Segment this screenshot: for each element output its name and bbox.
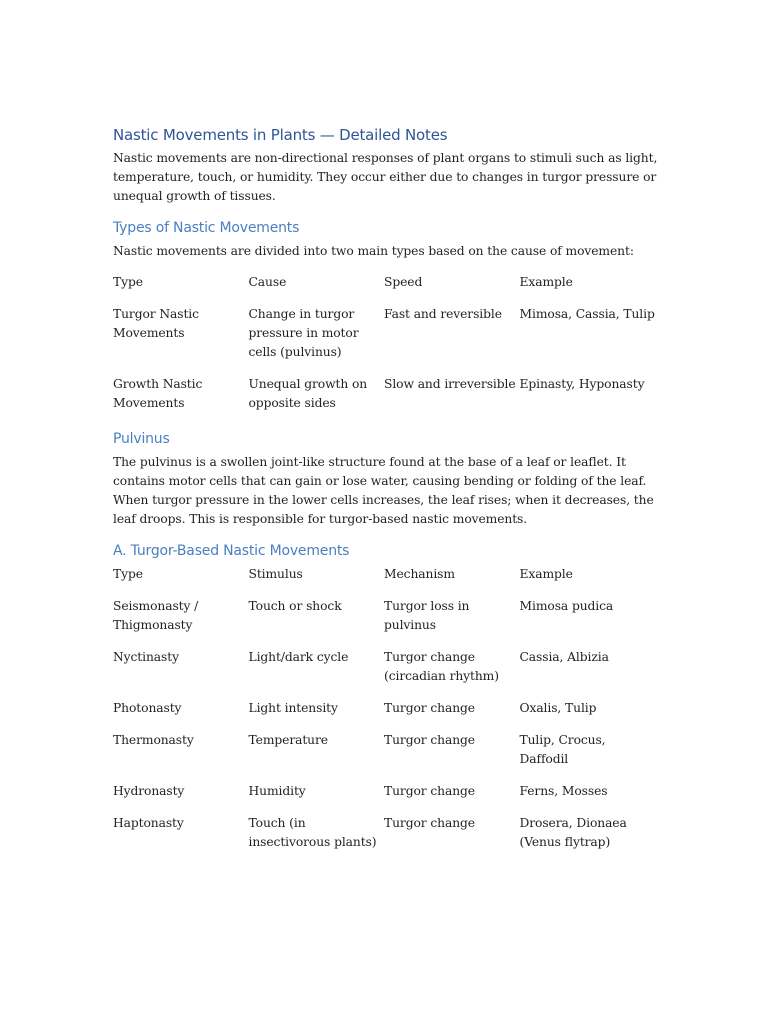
table-header-cell: Stimulus: [248, 567, 303, 581]
table-row: [113, 782, 655, 814]
table-header-cell: Speed: [384, 275, 423, 289]
table-header-cell: Example: [519, 567, 573, 581]
table-cell: Epinasty, Hyponasty: [519, 377, 645, 391]
table-cell: Turgor change: [384, 784, 475, 798]
turgor-movements-table: [113, 565, 655, 852]
table-cell: Thermonasty: [113, 733, 194, 747]
table-cell: Unequal growth on opposite sides: [248, 377, 368, 410]
table-row: [113, 731, 655, 782]
turgor-movements-heading: A. Turgor-Based Nastic Movements: [113, 543, 350, 559]
pulvinus-heading: Pulvinus: [113, 431, 170, 447]
table-cell: Turgor change: [384, 733, 475, 747]
table-cell: Tulip, Crocus, Daffodil: [519, 733, 606, 766]
table-header-cell: Mechanism: [384, 567, 455, 581]
table-cell: Cassia, Albizia: [519, 650, 609, 664]
table-cell: Temperature: [248, 733, 328, 747]
table-cell: Slow and irreversible: [384, 377, 516, 391]
table-header-row: [113, 273, 655, 305]
page-title: Nastic Movements in Plants — Detailed Notes: [113, 126, 448, 144]
table-cell: Humidity: [248, 784, 306, 798]
table-header-cell: Type: [113, 275, 143, 289]
table-header-row: [113, 565, 655, 597]
table-cell: Touch or shock: [248, 599, 342, 613]
table-cell: Ferns, Mosses: [519, 784, 608, 798]
table-header-cell: Example: [519, 275, 573, 289]
table-cell: Haptonasty: [113, 816, 184, 830]
table-cell: Change in turgor pressure in motor cells (pulvinus): [248, 307, 359, 359]
pulvinus-paragraph: The pulvinus is a swollen joint-like structure found at the base of a leaf or leaflet. It contains motor cells that can gain or lose water, causing bending or folding of the leaf. When turgor pressure in the lower cells increases, the leaf rises; when it decreases, the leaf droops. This is responsible for turgor-based nastic movements.: [113, 455, 654, 526]
table-cell: Light intensity: [248, 701, 338, 715]
table-row: [113, 305, 655, 375]
table-cell: Photonasty: [113, 701, 182, 715]
table-header-cell: Type: [113, 567, 143, 581]
table-cell: Growth Nastic Movements: [113, 377, 203, 410]
table-cell: Touch (in insectivorous plants): [248, 816, 377, 849]
table-cell: Light/dark cycle: [248, 650, 349, 664]
table-cell: Turgor loss in pulvinus: [384, 599, 470, 632]
table-cell: Oxalis, Tulip: [519, 701, 597, 715]
table-row: [113, 375, 655, 413]
table-row: [113, 699, 655, 731]
table-cell: Turgor change: [384, 701, 475, 715]
table-cell: Hydronasty: [113, 784, 185, 798]
table-cell: Mimosa, Cassia, Tulip: [519, 307, 655, 321]
table-cell: Nyctinasty: [113, 650, 179, 664]
types-heading: Types of Nastic Movements: [113, 220, 300, 236]
types-table: [113, 273, 655, 413]
table-row: [113, 648, 655, 699]
intro-paragraph: Nastic movements are non-directional responses of plant organs to stimuli such as light, temperature, touch, or humidity. They occur either due to changes in turgor pressure or unequal growth of tissues.: [113, 151, 658, 203]
table-cell: Drosera, Dionaea (Venus flytrap): [519, 816, 627, 849]
table-row: [113, 597, 655, 648]
table-cell: Fast and reversible: [384, 307, 502, 321]
table-cell: Seismonasty / Thigmonasty: [113, 599, 199, 632]
table-cell: Turgor Nastic Movements: [113, 307, 199, 340]
table-cell: Turgor change: [384, 816, 475, 830]
table-cell: Turgor change (circadian rhythm): [384, 650, 499, 683]
table-row: [113, 814, 655, 852]
table-header-cell: Cause: [248, 275, 287, 289]
table-cell: Mimosa pudica: [519, 599, 614, 613]
types-lead-paragraph: Nastic movements are divided into two main types based on the cause of movement:: [113, 244, 634, 258]
document-content: [113, 124, 673, 852]
